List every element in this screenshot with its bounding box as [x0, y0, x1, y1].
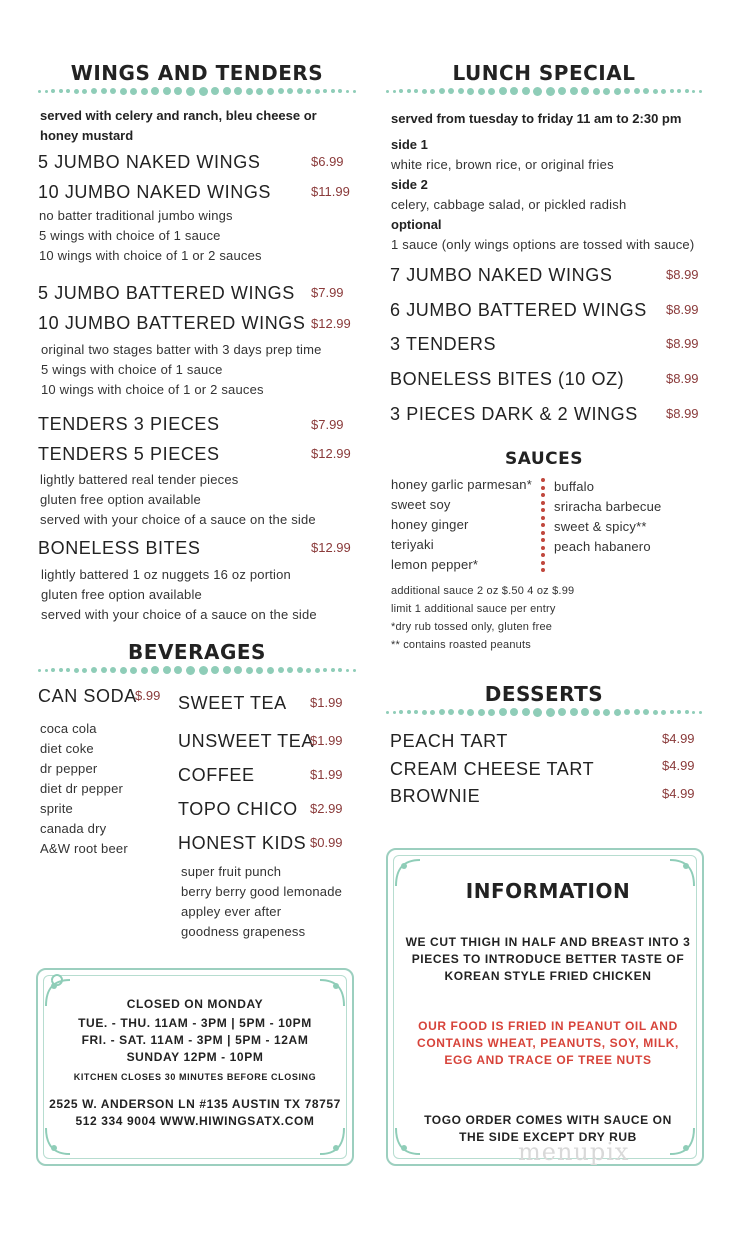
menu-item-5-naked: 5 JUMBO NAKED WINGS	[38, 152, 261, 172]
price: $1.99	[310, 695, 343, 710]
divider-dot	[581, 708, 589, 716]
divider-dot	[603, 88, 610, 95]
divider-dot	[603, 709, 610, 716]
divider-dot	[699, 711, 702, 714]
divider-dot	[670, 710, 674, 714]
side2-options: celery, cabbage salad, or pickled radish	[391, 197, 627, 212]
menu-item-10-battered: 10 JUMBO BATTERED WINGS	[38, 313, 306, 333]
price: $4.99	[662, 786, 695, 801]
divider-dot	[59, 668, 63, 672]
sauce: peach habanero	[554, 539, 651, 554]
sauce: sweet soy	[391, 497, 451, 512]
lunch-item: 3 PIECES DARK & 2 WINGS	[390, 404, 638, 424]
kitchen-notice: KITCHEN CLOSES 30 MINUTES BEFORE CLOSING	[73, 1072, 317, 1082]
divider-dot	[670, 89, 674, 93]
soda-flavor: canada dry	[40, 821, 107, 836]
divider-dot	[278, 88, 284, 94]
divider-dot	[643, 88, 649, 94]
divider-dot	[66, 89, 70, 93]
menu-item-boneless-bites: BONELESS BITES	[38, 538, 201, 558]
hours-line: FRI. - SAT. 11AM - 3PM | 5PM - 12AM	[81, 1033, 309, 1047]
information-title: INFORMATION	[465, 879, 631, 903]
divider-dot	[74, 89, 79, 94]
soda-flavor: A&W root beer	[40, 841, 128, 856]
sauce: honey garlic parmesan*	[391, 477, 532, 492]
divider-dot	[533, 708, 542, 717]
price: $7.99	[311, 285, 344, 300]
desc-line: gluten free option available	[40, 492, 201, 507]
divider-dot	[422, 89, 427, 94]
sauce: lemon pepper*	[391, 557, 479, 572]
divider-dot	[38, 669, 41, 672]
divider-dot	[234, 87, 242, 95]
price: $4.99	[662, 758, 695, 773]
divider-dot	[661, 710, 666, 715]
divider-dot	[699, 90, 702, 93]
menu-item-coffee: COFFEE	[178, 765, 255, 785]
menu-item-5-battered: 5 JUMBO BATTERED WINGS	[38, 283, 295, 303]
lunch-item: 3 TENDERS	[390, 334, 497, 354]
lunch-item: 7 JUMBO NAKED WINGS	[390, 265, 613, 285]
divider-dot	[331, 668, 335, 672]
price: $8.99	[666, 336, 699, 351]
desc-line: original two stages batter with 3 days prep time	[41, 342, 322, 357]
divider-dot	[661, 89, 666, 94]
divider-dot	[82, 89, 87, 94]
divider-dot	[331, 89, 335, 93]
divider-dot	[234, 666, 242, 674]
divider-dot	[174, 87, 182, 95]
hours-line: SUNDAY 12PM - 10PM	[126, 1050, 264, 1064]
desc-line: no batter traditional jumbo wings	[39, 208, 233, 223]
desc-line: 10 wings with choice of 1 or 2 sauces	[39, 248, 262, 263]
price: $12.99	[311, 316, 351, 331]
divider-dot	[643, 709, 649, 715]
sauce: honey ginger	[391, 517, 469, 532]
divider-dot	[246, 88, 253, 95]
divider-dot	[151, 87, 159, 95]
divider-dot	[386, 711, 389, 714]
divider-dot	[151, 666, 159, 674]
divider-dot	[287, 88, 293, 94]
divider-dot	[546, 87, 555, 96]
divider-dot	[306, 668, 311, 673]
soda-flavor: diet coke	[40, 741, 94, 756]
address: 2525 W. ANDERSON LN #135 AUSTIN TX 78757	[49, 1097, 341, 1111]
divider-dot	[82, 668, 87, 673]
divider-dot	[685, 710, 689, 714]
beverages-title: BEVERAGES	[128, 640, 266, 664]
divider-dot	[499, 87, 507, 95]
divider-dot	[593, 88, 600, 95]
desc-line: lightly battered real tender pieces	[40, 472, 239, 487]
soda-flavor: diet dr pepper	[40, 781, 124, 796]
lunch-intro: served from tuesday to friday 11 am to 2:30 pm	[391, 111, 682, 126]
divider-dot	[51, 89, 55, 93]
divider-dot	[256, 88, 263, 95]
togo-line: TOGO ORDER COMES WITH SAUCE ON	[424, 1113, 672, 1127]
divider-dot	[174, 666, 182, 674]
kids-flavor: goodness grapeness	[181, 924, 306, 939]
divider-dot	[223, 666, 231, 674]
divider-dot	[120, 667, 127, 674]
divider-dot	[692, 90, 695, 93]
side1-label: side 1	[391, 137, 428, 152]
divider-dot	[624, 709, 630, 715]
menu-item-10-naked: 10 JUMBO NAKED WINGS	[38, 182, 272, 202]
divider-dot	[38, 90, 41, 93]
divider-dot	[186, 87, 195, 96]
divider-dot	[287, 667, 293, 673]
divider-dot	[66, 668, 70, 672]
divider-dot	[653, 89, 658, 94]
wings-title: WINGS AND TENDERS	[70, 61, 324, 85]
divider-dot	[59, 89, 63, 93]
divider-dot	[101, 88, 107, 94]
price: $4.99	[662, 731, 695, 746]
optional-label: optional	[391, 217, 442, 232]
price: $2.99	[310, 801, 343, 816]
divider-dot	[414, 710, 418, 714]
contact: 512 334 9004 WWW.HIWINGSATX.COM	[75, 1114, 315, 1128]
divider-dot	[558, 708, 566, 716]
divider-dot	[297, 667, 303, 673]
divider-dot	[478, 709, 485, 716]
divider-dot	[51, 668, 55, 672]
price: $12.99	[311, 446, 351, 461]
desc-line: gluten free option available	[41, 587, 202, 602]
divider-dot	[393, 711, 396, 714]
sauce-divider	[541, 478, 545, 572]
beverages-divider	[38, 665, 356, 675]
divider-dot	[323, 89, 327, 93]
divider-dot	[163, 666, 171, 674]
divider-dot	[186, 666, 195, 675]
divider-dot	[338, 89, 342, 93]
sauce-note: additional sauce 2 oz $.50 4 oz $.99	[391, 585, 575, 597]
sauce: teriyaki	[391, 537, 434, 552]
divider-dot	[499, 708, 507, 716]
price: $8.99	[666, 406, 699, 421]
kids-flavor: berry berry good lemonade	[181, 884, 343, 899]
divider-dot	[130, 88, 137, 95]
divider-dot	[448, 88, 454, 94]
divider-dot	[439, 88, 445, 94]
lunch-title: LUNCH SPECIAL	[452, 61, 636, 85]
divider-dot	[315, 89, 320, 94]
divider-dot	[211, 666, 219, 674]
price: $0.99	[310, 835, 343, 850]
divider-dot	[267, 88, 274, 95]
divider-dot	[297, 88, 303, 94]
menu-item-tenders-5: TENDERS 5 PIECES	[38, 444, 220, 464]
divider-dot	[315, 668, 320, 673]
togo-line: THE SIDE EXCEPT DRY RUB	[459, 1130, 637, 1144]
divider-dot	[624, 88, 630, 94]
desc-line: 10 wings with choice of 1 or 2 sauces	[41, 382, 264, 397]
sauce: buffalo	[554, 479, 595, 494]
price: $1.99	[310, 733, 343, 748]
dessert-item: CREAM CHEESE TART	[390, 759, 595, 779]
price: $8.99	[666, 302, 699, 317]
divider-dot	[677, 710, 681, 714]
divider-dot	[45, 90, 48, 93]
sauce: sriracha barbecue	[554, 499, 662, 514]
divider-dot	[510, 708, 518, 716]
swirl-ornament-icon	[40, 1122, 80, 1162]
sauce-note: *dry rub tossed only, gluten free	[391, 621, 553, 633]
info-cut-line: KOREAN STYLE FRIED CHICKEN	[444, 969, 652, 983]
divider-dot	[570, 708, 578, 716]
lunch-item: 6 JUMBO BATTERED WINGS	[390, 300, 647, 320]
soda-flavor: dr pepper	[40, 761, 98, 776]
divider-dot	[338, 668, 342, 672]
divider-dot	[522, 87, 530, 95]
allergen-line: OUR FOOD IS FRIED IN PEANUT OIL AND	[418, 1019, 678, 1033]
divider-dot	[467, 709, 474, 716]
divider-dot	[458, 709, 464, 715]
divider-dot	[439, 709, 445, 715]
wings-intro-1: served with celery and ranch, bleu cheese or	[40, 108, 317, 123]
divider-dot	[141, 88, 148, 95]
divider-dot	[323, 668, 327, 672]
divider-dot	[199, 87, 208, 96]
closed-notice: CLOSED ON MONDAY	[126, 997, 264, 1011]
optional-options: 1 sauce (only wings options are tossed with sauce)	[391, 237, 695, 252]
desc-line: served with your choice of a sauce on the side	[41, 607, 317, 622]
divider-dot	[488, 88, 495, 95]
divider-dot	[306, 89, 311, 94]
divider-dot	[570, 87, 578, 95]
divider-dot	[593, 709, 600, 716]
divider-dot	[91, 88, 97, 94]
divider-dot	[346, 669, 349, 672]
menu-item-honest-kids: HONEST KIDS	[178, 833, 307, 853]
divider-dot	[353, 90, 356, 93]
desc-line: lightly battered 1 oz nuggets 16 oz portion	[41, 567, 291, 582]
divider-dot	[110, 88, 116, 94]
desc-line: 5 wings with choice of 1 sauce	[39, 228, 221, 243]
divider-dot	[223, 87, 231, 95]
divider-dot	[91, 667, 97, 673]
divider-dot	[581, 87, 589, 95]
info-cut-line: WE CUT THIGH IN HALF AND BREAST INTO 3	[405, 935, 691, 949]
side2-label: side 2	[391, 177, 428, 192]
divider-dot	[488, 709, 495, 716]
divider-dot	[614, 88, 621, 95]
divider-dot	[141, 667, 148, 674]
divider-dot	[634, 709, 640, 715]
dessert-item: PEACH TART	[390, 731, 509, 751]
divider-dot	[346, 90, 349, 93]
price: $.99	[135, 688, 161, 703]
allergen-line: CONTAINS WHEAT, PEANUTS, SOY, MILK,	[417, 1036, 679, 1050]
menu-item-sweet-tea: SWEET TEA	[178, 693, 287, 713]
divider-dot	[546, 708, 555, 717]
kids-flavor: super fruit punch	[181, 864, 282, 879]
divider-dot	[386, 90, 389, 93]
soda-flavor: sprite	[40, 801, 73, 816]
sauce-note: ** contains roasted peanuts	[391, 639, 531, 651]
desserts-title: DESSERTS	[484, 682, 604, 706]
swirl-ornament-icon	[310, 1122, 350, 1162]
divider-dot	[211, 87, 219, 95]
divider-dot	[430, 710, 435, 715]
divider-dot	[414, 89, 418, 93]
divider-dot	[393, 90, 396, 93]
menu-item-topo-chico: TOPO CHICO	[178, 799, 298, 819]
divider-dot	[45, 669, 48, 672]
price: $8.99	[666, 267, 699, 282]
soda-flavor: coca cola	[40, 721, 97, 736]
desserts-divider	[386, 707, 702, 717]
sauce: sweet & spicy**	[554, 519, 647, 534]
divider-dot	[558, 87, 566, 95]
lunch-divider	[386, 86, 702, 96]
divider-dot	[422, 710, 427, 715]
wings-intro-2: honey mustard	[40, 128, 134, 143]
divider-dot	[522, 708, 530, 716]
divider-dot	[256, 667, 263, 674]
price: $8.99	[666, 371, 699, 386]
divider-dot	[407, 89, 411, 93]
divider-dot	[407, 710, 411, 714]
divider-dot	[634, 88, 640, 94]
divider-dot	[120, 88, 127, 95]
hours-line: TUE. - THU. 11AM - 3PM | 5PM - 10PM	[78, 1016, 312, 1030]
divider-dot	[467, 88, 474, 95]
wings-divider	[38, 86, 356, 96]
sauces-title: SAUCES	[504, 449, 583, 469]
side1-options: white rice, brown rice, or original fries	[391, 157, 614, 172]
lunch-item: BONELESS BITES (10 OZ)	[390, 369, 625, 389]
divider-dot	[448, 709, 454, 715]
price: $7.99	[311, 417, 344, 432]
price: $11.99	[311, 184, 350, 199]
divider-dot	[163, 87, 171, 95]
menu-item-tenders-3: TENDERS 3 PIECES	[38, 414, 220, 434]
price: $1.99	[310, 767, 343, 782]
divider-dot	[533, 87, 542, 96]
dessert-item: BROWNIE	[390, 786, 481, 806]
divider-dot	[267, 667, 274, 674]
divider-dot	[101, 667, 107, 673]
divider-dot	[478, 88, 485, 95]
divider-dot	[458, 88, 464, 94]
price: $12.99	[311, 540, 351, 555]
allergen-line: EGG AND TRACE OF TREE NUTS	[444, 1053, 652, 1067]
divider-dot	[692, 711, 695, 714]
info-cut-line: PIECES TO INTRODUCE BETTER TASTE OF	[411, 952, 685, 966]
menu-item-unsweet-tea: UNSWEET TEA	[178, 731, 314, 751]
divider-dot	[614, 709, 621, 716]
divider-dot	[110, 667, 116, 673]
price: $6.99	[311, 154, 344, 169]
menu-item-can-soda: CAN SODA	[38, 686, 137, 706]
divider-dot	[278, 667, 284, 673]
divider-dot	[399, 710, 403, 714]
kids-flavor: appley ever after	[181, 904, 282, 919]
divider-dot	[677, 89, 681, 93]
divider-dot	[353, 669, 356, 672]
divider-dot	[653, 710, 658, 715]
divider-dot	[130, 667, 137, 674]
divider-dot	[685, 89, 689, 93]
divider-dot	[430, 89, 435, 94]
sauce-note: limit 1 additional sauce per entry	[391, 603, 556, 615]
divider-dot	[246, 667, 253, 674]
desc-line: served with your choice of a sauce on the side	[40, 512, 316, 527]
divider-dot	[510, 87, 518, 95]
watermark: menupix	[518, 1138, 630, 1166]
divider-dot	[74, 668, 79, 673]
divider-dot	[199, 666, 208, 675]
desc-line: 5 wings with choice of 1 sauce	[41, 362, 223, 377]
divider-dot	[399, 89, 403, 93]
